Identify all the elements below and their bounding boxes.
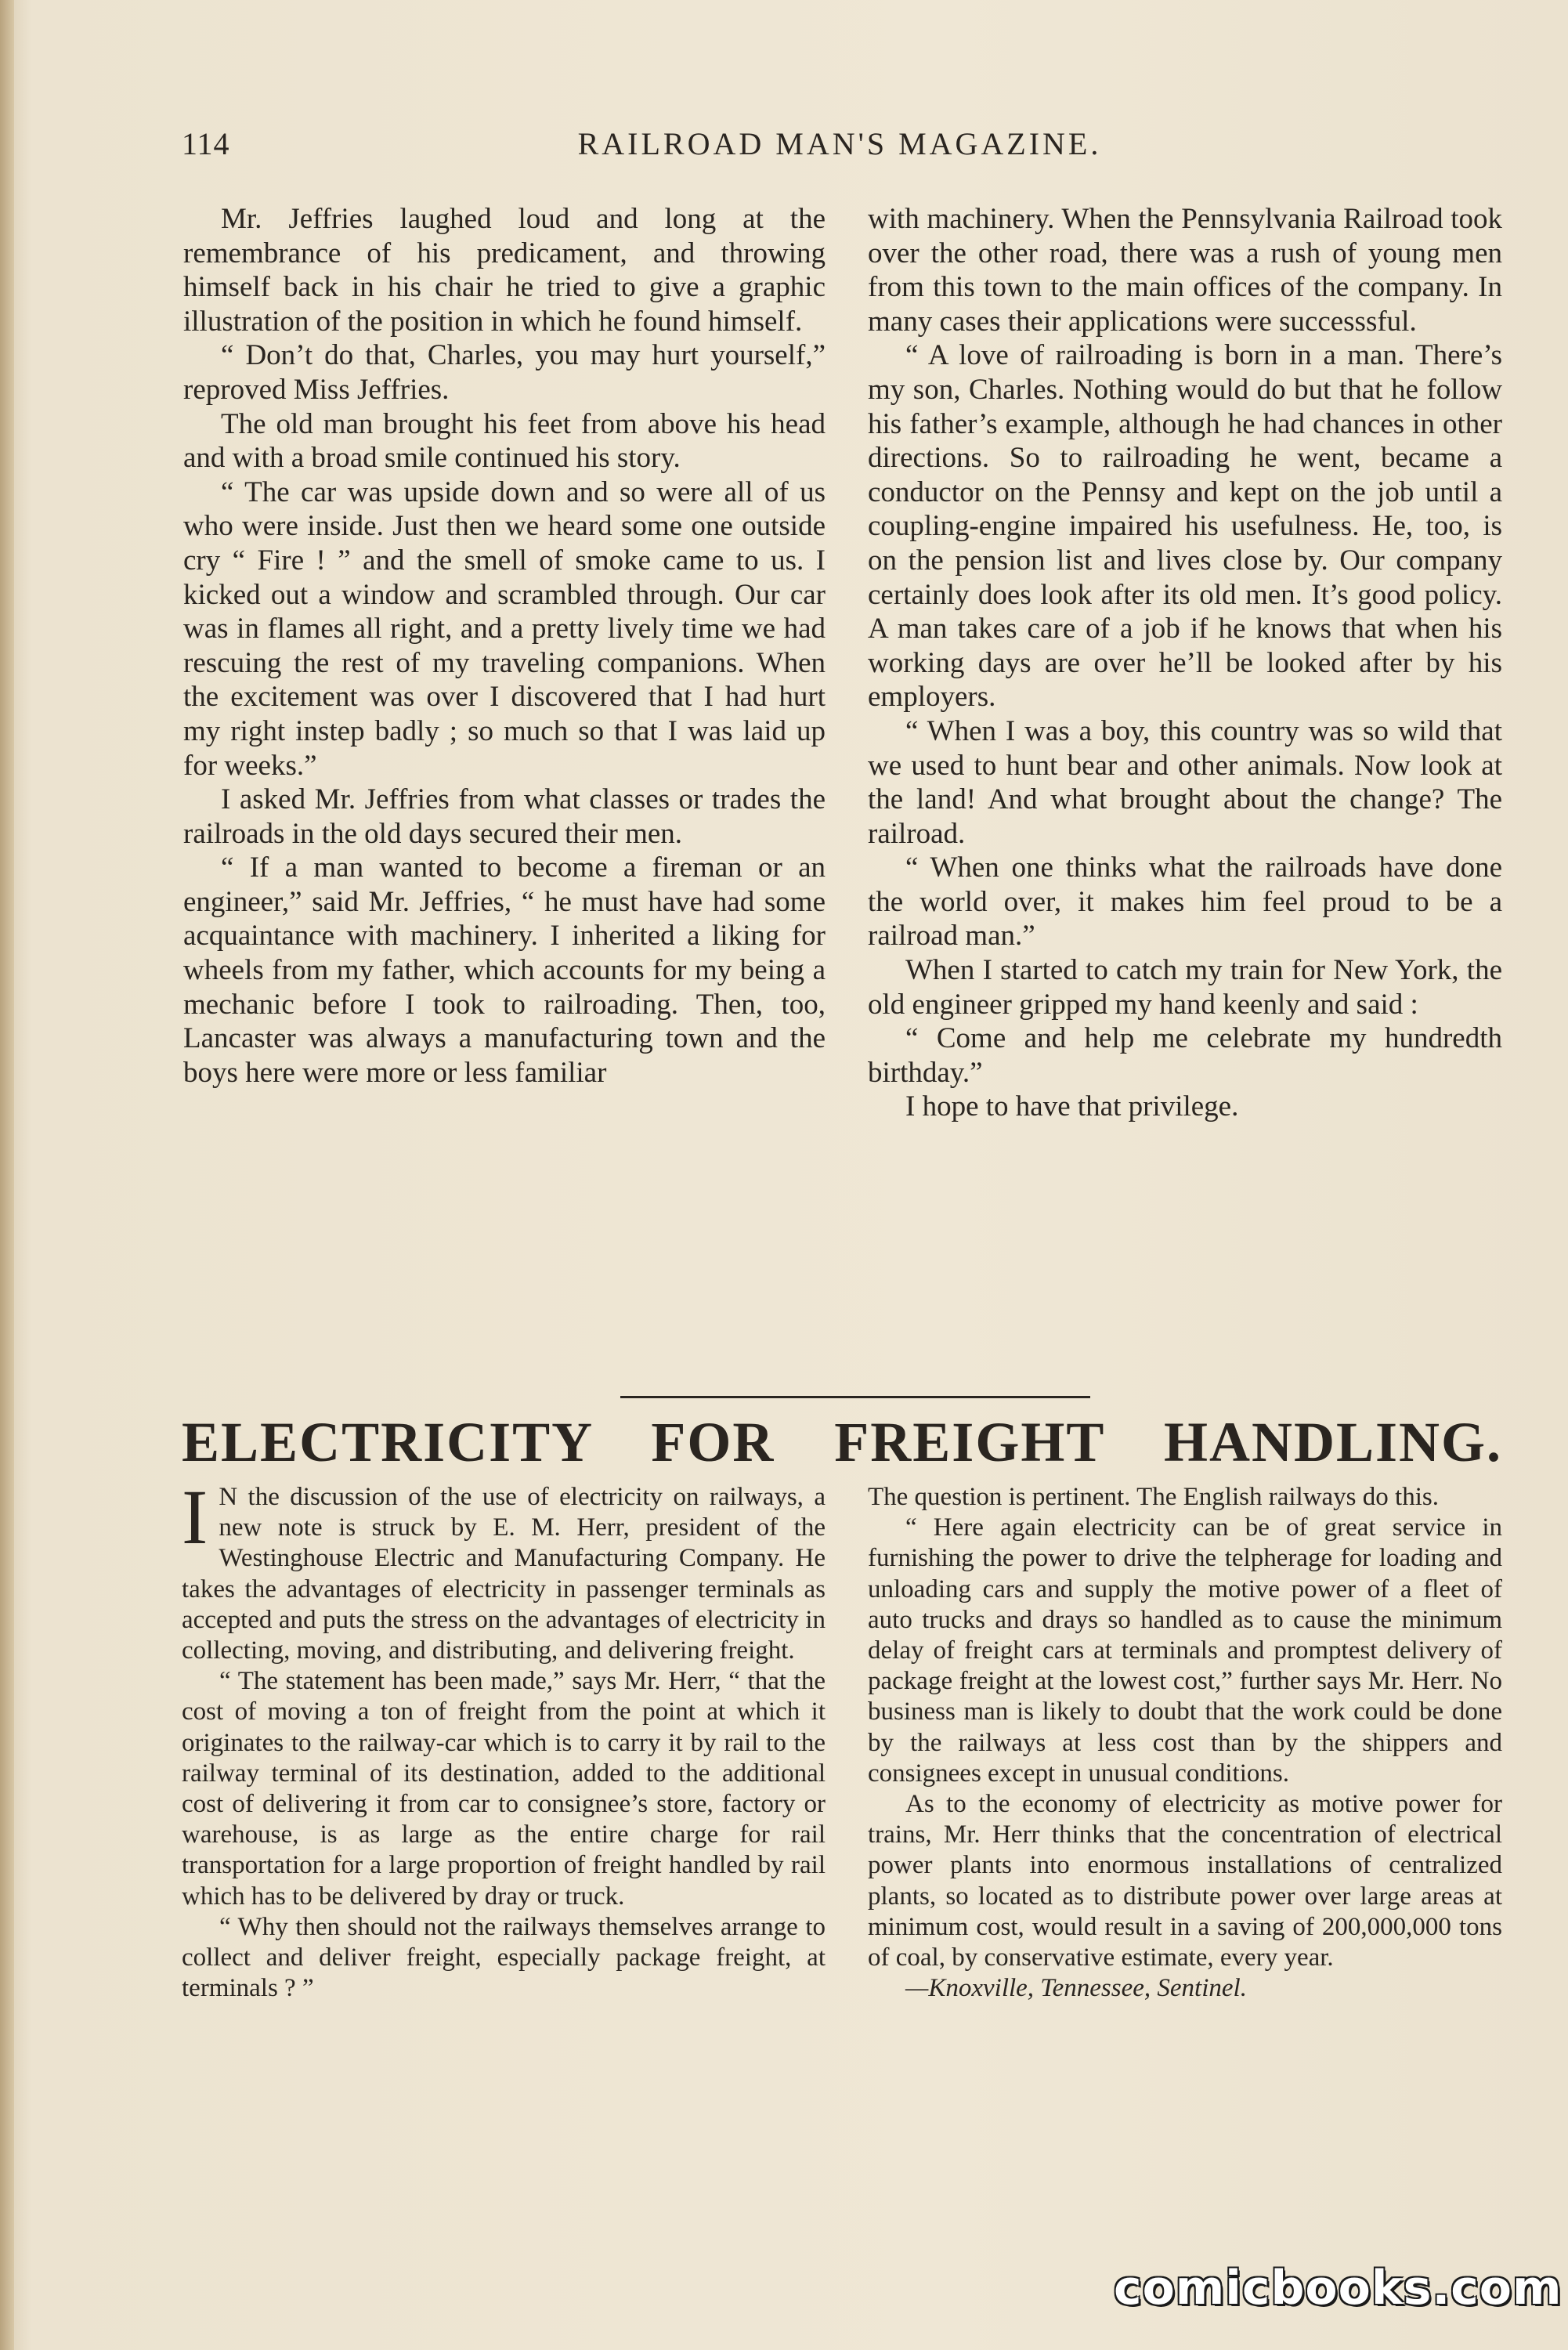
section-divider: [620, 1396, 1090, 1398]
paragraph: “ The statement has been made,” says Mr. Herr, “ that the cost of moving a ton of freight from the point at which it originates to the railway-car which is to carry it by rail to the railway terminal of its destination, added to the additional cost of delivering it from car to consignee’s store, factory or warehouse, is as large as the entire charge for rail transportation for a large proportion of freight handled by rail which has to be delivered by dray or truck.: [182, 1667, 826, 1911]
page-number: 114: [182, 126, 230, 161]
paragraph-continuation: The question is pertinent. The English railways do this.: [868, 1483, 1439, 1511]
paragraph: I hope to have that privilege.: [905, 1090, 1239, 1123]
lead-paragraph-text: N the discussion of the use of electricity on railways, a new note is struck by E. M. Herr, president of the Westinghouse Electric and Manufacturing Company. He takes the advantages of electricity in passenger terminals as accepted and puts the stress on the advantages of electricity in collecting, moving, and distributing, and delivering freight.: [182, 1483, 826, 1665]
paragraph: “ If a man wanted to become a fireman or an engineer,” said Mr. Jeffries, “ he must have had some acquaintance with machinery. I inherited a liking for wheels from my father, which accounts for my being a mechanic before I took to railroading. Then, too, Lancaster was always a manufacturing town and the boys here were more or less familiar: [183, 851, 826, 1089]
paragraph: I asked Mr. Jeffries from what classes or trades the railroads in the old days secured their men.: [183, 783, 826, 850]
article-column-left: [182, 1473, 826, 2004]
article-column-right: [868, 1482, 1502, 2004]
article-headline: ELECTRICITY FOR FREIGHT HANDLING.: [182, 1411, 1502, 1473]
paragraph: As to the economy of electricity as motive power for trains, Mr. Herr thinks that the concentration of electrical power plants into enormous installations of centralized plants, so located as to distribute power over large areas at minimum cost, would result in a saving of 200,000,000 tons of coal, by conservative estimate, every year.: [868, 1790, 1502, 1972]
page-edge: [0, 0, 14, 2350]
story-column-right: [868, 202, 1502, 1124]
magazine-title: RAILROAD MAN'S MAGAZINE.: [577, 126, 1102, 161]
paragraph: “ When I was a boy, this country was so wild that we used to hunt bear and other animals. Now look at the land! And what brought about the change? The railroad.: [868, 714, 1502, 850]
paragraph: “ Don’t do that, Charles, you may hurt yourself,” reproved Miss Jeffries.: [183, 339, 826, 406]
watermark-logo: comicbooks.com: [1114, 2261, 1563, 2316]
paragraph: The old man brought his feet from above his head and with a broad smile continued his story.: [183, 407, 826, 475]
paragraph-continuation: with machinery. When the Pennsylvania Railroad took over the other road, there was a rush of young men from this town to the main offices of the company. In many cases their applications were successsful.: [868, 203, 1502, 338]
source-credit: —Knoxville, Tennessee, Sentinel.: [905, 1974, 1247, 2003]
paragraph: Mr. Jeffries laughed loud and long at the remembrance of his predicament, and throwing himself back in his chair he tried to give a graphic illustration of the position in which he found himself.: [183, 203, 826, 338]
paragraph: “ Here again electricity can be of great service in furnishing the power to drive the telpherage for loading and unloading cars and supply the motive power of a fleet of auto trucks and drays so handled as to cause the minimum delay of freight cars at terminals and promptest delivery of package freight at the lowest cost,” further says Mr. Herr. No business man is likely to doubt that the work could be done by the railways at less cost than by the shippers and consignees except in unusual conditions.: [868, 1513, 1502, 1788]
paragraph: “ A love of railroading is born in a man. There’s my son, Charles. Nothing would do but that he follow his father’s example, although he had chances in other directions. So to railroading he went, became a conductor on the Pennsy and kept on the job until a coupling-engine impaired his usefulness. He, too, is on the pension list and lives close by. Our company certainly does look after its old men. It’s good policy. A man takes care of a job if he knows that when his working days are over he’ll be looked after by his employers.: [868, 339, 1502, 714]
paragraph: “ Come and help me celebrate my hundredth birthday.”: [868, 1022, 1502, 1089]
running-head: [182, 125, 1498, 172]
lead-paragraph: [182, 1473, 826, 1666]
paragraph: “ When one thinks what the railroads have done the world over, it makes him feel proud to be a railroad man.”: [868, 851, 1502, 953]
paragraph: When I started to catch my train for New York, the old engineer gripped my hand keenly and said :: [868, 954, 1502, 1021]
paragraph: “ The car was upside down and so were all of us who were inside. Just then we heard some one outside cry “ Fire ! ” and the smell of smoke came to us. I kicked out a window and scrambled through. Our car was in flames all right, and a pretty lively time we had rescuing the rest of my traveling companions. When the excitement was over I discovered that I had hurt my right instep badly ; so much so that I was laid up for weeks.”: [183, 475, 826, 782]
story-column-left: [183, 202, 826, 1090]
drop-cap: I: [182, 1473, 208, 1560]
paragraph: “ Why then should not the railways themselves arrange to collect and deliver freight, especially package freight, at terminals ? ”: [182, 1912, 826, 2003]
